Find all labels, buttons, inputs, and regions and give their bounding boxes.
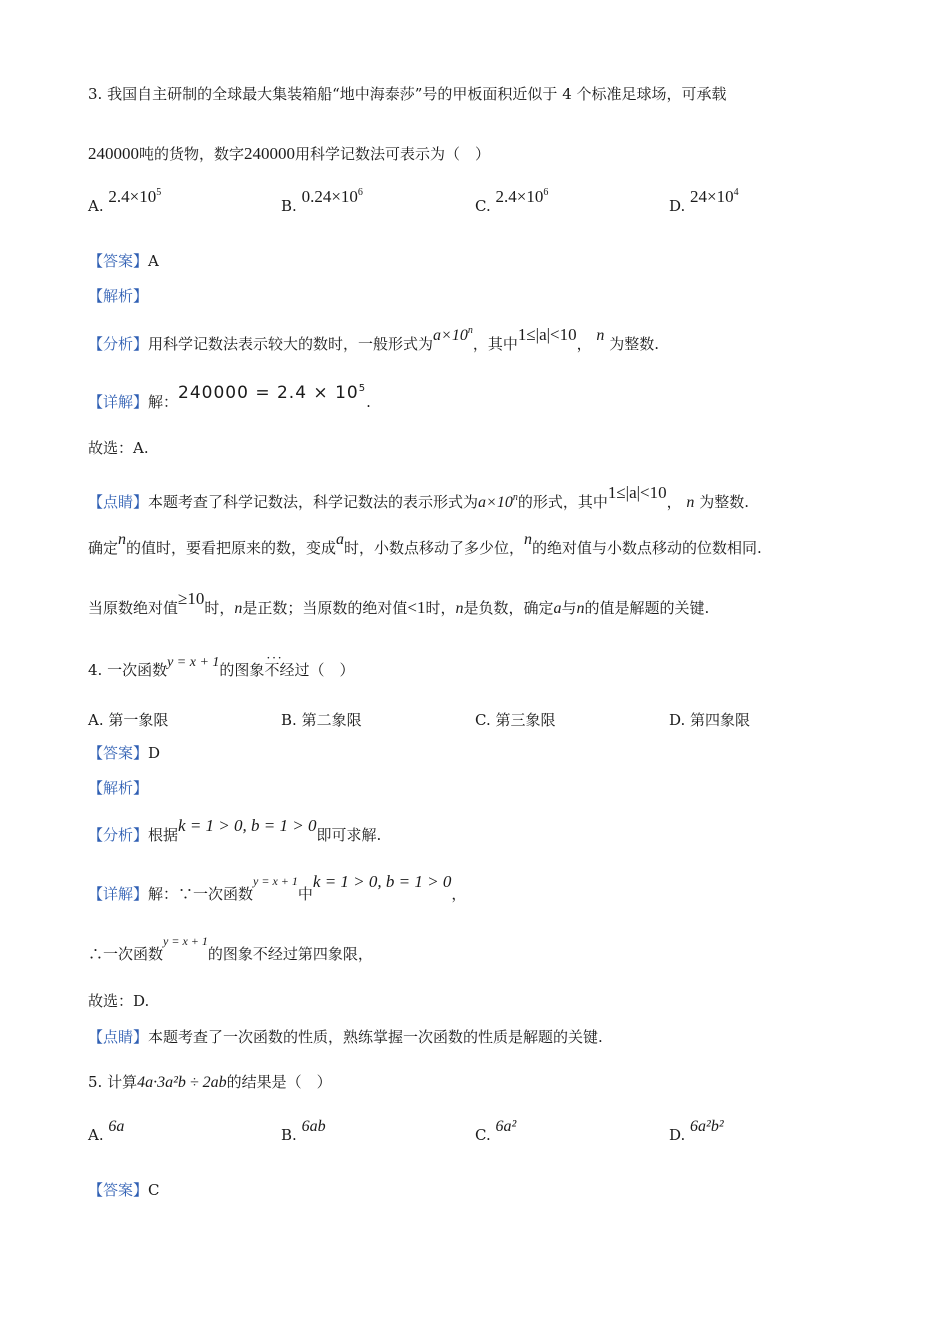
option-math: $0.24\times 10^6$ [301, 187, 363, 206]
q3-dianjing-line2: 确定n的值时，要看把原来的数，变成a时，小数点移动了多少位，n的绝对值与小数点移动的位数相同. [88, 531, 762, 557]
math: n [596, 327, 605, 344]
math: n [686, 494, 695, 511]
q4-analysis [88, 778, 148, 798]
dianjing-tag: 【点睛】 [88, 493, 149, 511]
option-text: 第四象限 [690, 711, 751, 729]
q3-dianjing-line3: 当原数绝对值≥10时，n是正数；当原数的绝对值<1时，n是负数，确定a与n的值是解题的关键. [88, 589, 710, 617]
math: k = 1 > 0, b = 1 > 0 [312, 872, 452, 891]
dianjing-tag: 【点睛】 [88, 1028, 149, 1046]
math: y = x + 1 [167, 655, 220, 670]
option-math: 6ab [301, 1118, 326, 1135]
q4-detail: 【详解】解：∵一次函数$^{y = x + 1}$中k = 1 > 0, b = 1 > 0， [88, 872, 467, 903]
q3-stem-text: 3. 我国自主研制的全球最大集装箱船“地中海泰莎”号的甲板面积近似于 4 个标准足球场，可承载 [88, 85, 727, 103]
q3-dianjing-line1: 【点睛】本题考查了科学记数法，科学记数法的表示形式为$a\times 10^n$的形式，其中1≤|a|<10， n 为整数. [88, 483, 749, 511]
q4-option-d[interactable] [669, 709, 750, 730]
math: 1≤|a|<10 [517, 325, 577, 344]
option-text: 第二象限 [301, 711, 362, 729]
math: y = x + 1 [163, 934, 208, 948]
q3-number-2: 240000 [244, 144, 296, 163]
q4-option-c[interactable] [475, 709, 556, 730]
math: 1≤|a|<10 [607, 483, 667, 502]
q3-detail: 【详解】解：$240000 = 2.4 \times 10^5$. [88, 383, 371, 411]
q3-option-b[interactable] [281, 187, 363, 216]
q5-option-d[interactable] [669, 1118, 724, 1145]
q4-answer [88, 743, 160, 763]
option-label: D. [669, 1126, 686, 1144]
option-label: D. [669, 711, 686, 729]
math: 4a·3a²b ÷ 2ab [137, 1074, 227, 1091]
option-text: 第一象限 [108, 711, 169, 729]
option-label: C. [475, 711, 491, 729]
emphasis-dots: · · · 不经过 [264, 660, 309, 680]
option-math: 6a² [495, 1118, 517, 1135]
q5-option-a[interactable] [88, 1118, 125, 1145]
option-label: A. [88, 711, 104, 729]
option-label: A. [88, 1126, 104, 1144]
q5-stem: 5. 计算4a·3a²b ÷ 2ab的结果是（ ） [88, 1073, 332, 1091]
math: ≥10 [178, 589, 205, 608]
option-math: $24\times 10^4$ [690, 187, 739, 206]
option-label: C. [475, 197, 491, 215]
q4-dianjing: 【点睛】本题考查了一次函数的性质，熟练掌握一次函数的性质是解题的关键. [88, 1028, 603, 1046]
analysis-tag: 【解析】 [88, 779, 149, 797]
option-label: D. [669, 197, 686, 215]
q4-choose: 故选：D. [88, 992, 150, 1010]
detail-tag: 【详解】 [88, 885, 149, 903]
q3-answer [88, 251, 159, 271]
answer-tag: 【答案】 [88, 252, 149, 270]
q3-fenxi: 【分析】用科学记数法表示较大的数时，一般形式为$a\times 10^n$，其中1≤|a|<10， n 为整数. [88, 325, 659, 353]
option-label: B. [281, 1126, 297, 1144]
math: $a\times 10^n$ [433, 325, 473, 344]
answer-value: C [148, 1181, 160, 1199]
option-math: $2.4\times 10^6$ [495, 187, 549, 206]
q5-answer [88, 1180, 160, 1200]
q3-option-d[interactable] [669, 187, 739, 216]
q3-stem-line1 [88, 84, 727, 104]
q3-stem-text-3: 用科学记数法可表示为（ ） [295, 145, 491, 163]
fenxi-tag: 【分析】 [88, 335, 149, 353]
q3-option-a[interactable] [88, 187, 162, 216]
option-math: 6a²b² [690, 1118, 724, 1135]
math: a [336, 531, 345, 548]
option-label: C. [475, 1126, 491, 1144]
q3-choose: 故选：A. [88, 439, 149, 457]
answer-tag: 【答案】 [88, 1181, 149, 1199]
q4-fenxi: 【分析】根据k = 1 > 0, b = 1 > 0即可求解. [88, 816, 382, 844]
math: n [576, 600, 585, 617]
q3-number-1: 240000 [88, 144, 139, 163]
option-label: B. [281, 711, 297, 729]
option-label: B. [281, 197, 297, 215]
math: n [455, 600, 464, 617]
analysis-tag: 【解析】 [88, 287, 149, 305]
answer-tag: 【答案】 [88, 744, 149, 762]
option-text: 第三象限 [495, 711, 556, 729]
option-math: $2.4\times 10^5$ [108, 187, 162, 206]
math: k = 1 > 0, b = 1 > 0 [178, 816, 317, 835]
q4-option-a[interactable] [88, 709, 168, 730]
math: $a\times 10^n$ [478, 492, 518, 511]
q3-analysis [88, 286, 148, 306]
detail-tag: 【详解】 [88, 393, 149, 411]
fenxi-tag: 【分析】 [88, 826, 149, 844]
q3-option-c[interactable] [475, 187, 549, 216]
option-math: 6a [108, 1118, 125, 1135]
math: n [234, 600, 243, 617]
q3-stem-text-2: 吨的货物，数字 [139, 145, 245, 163]
q5-option-c[interactable] [475, 1118, 517, 1145]
option-label: A. [88, 197, 104, 215]
math: $240000 = 2.4 \times 10^5$ [178, 383, 367, 403]
math: n [118, 531, 127, 548]
q3-stem-line2 [88, 144, 490, 164]
math: n [524, 531, 533, 548]
answer-value: D [148, 744, 161, 762]
math: <1 [407, 598, 426, 617]
q4-option-b[interactable] [281, 709, 362, 730]
math: y = x + 1 [253, 874, 298, 888]
q4-stem: 4. 一次函数y = x + 1的图象· · · 不经过（ ） [88, 660, 354, 682]
q4-therefore: ∴一次函数$^{y = x + 1}$的图象不经过第四象限， [88, 934, 373, 963]
q5-option-b[interactable] [281, 1118, 326, 1145]
math: a [553, 600, 562, 617]
answer-value: A [148, 252, 159, 270]
